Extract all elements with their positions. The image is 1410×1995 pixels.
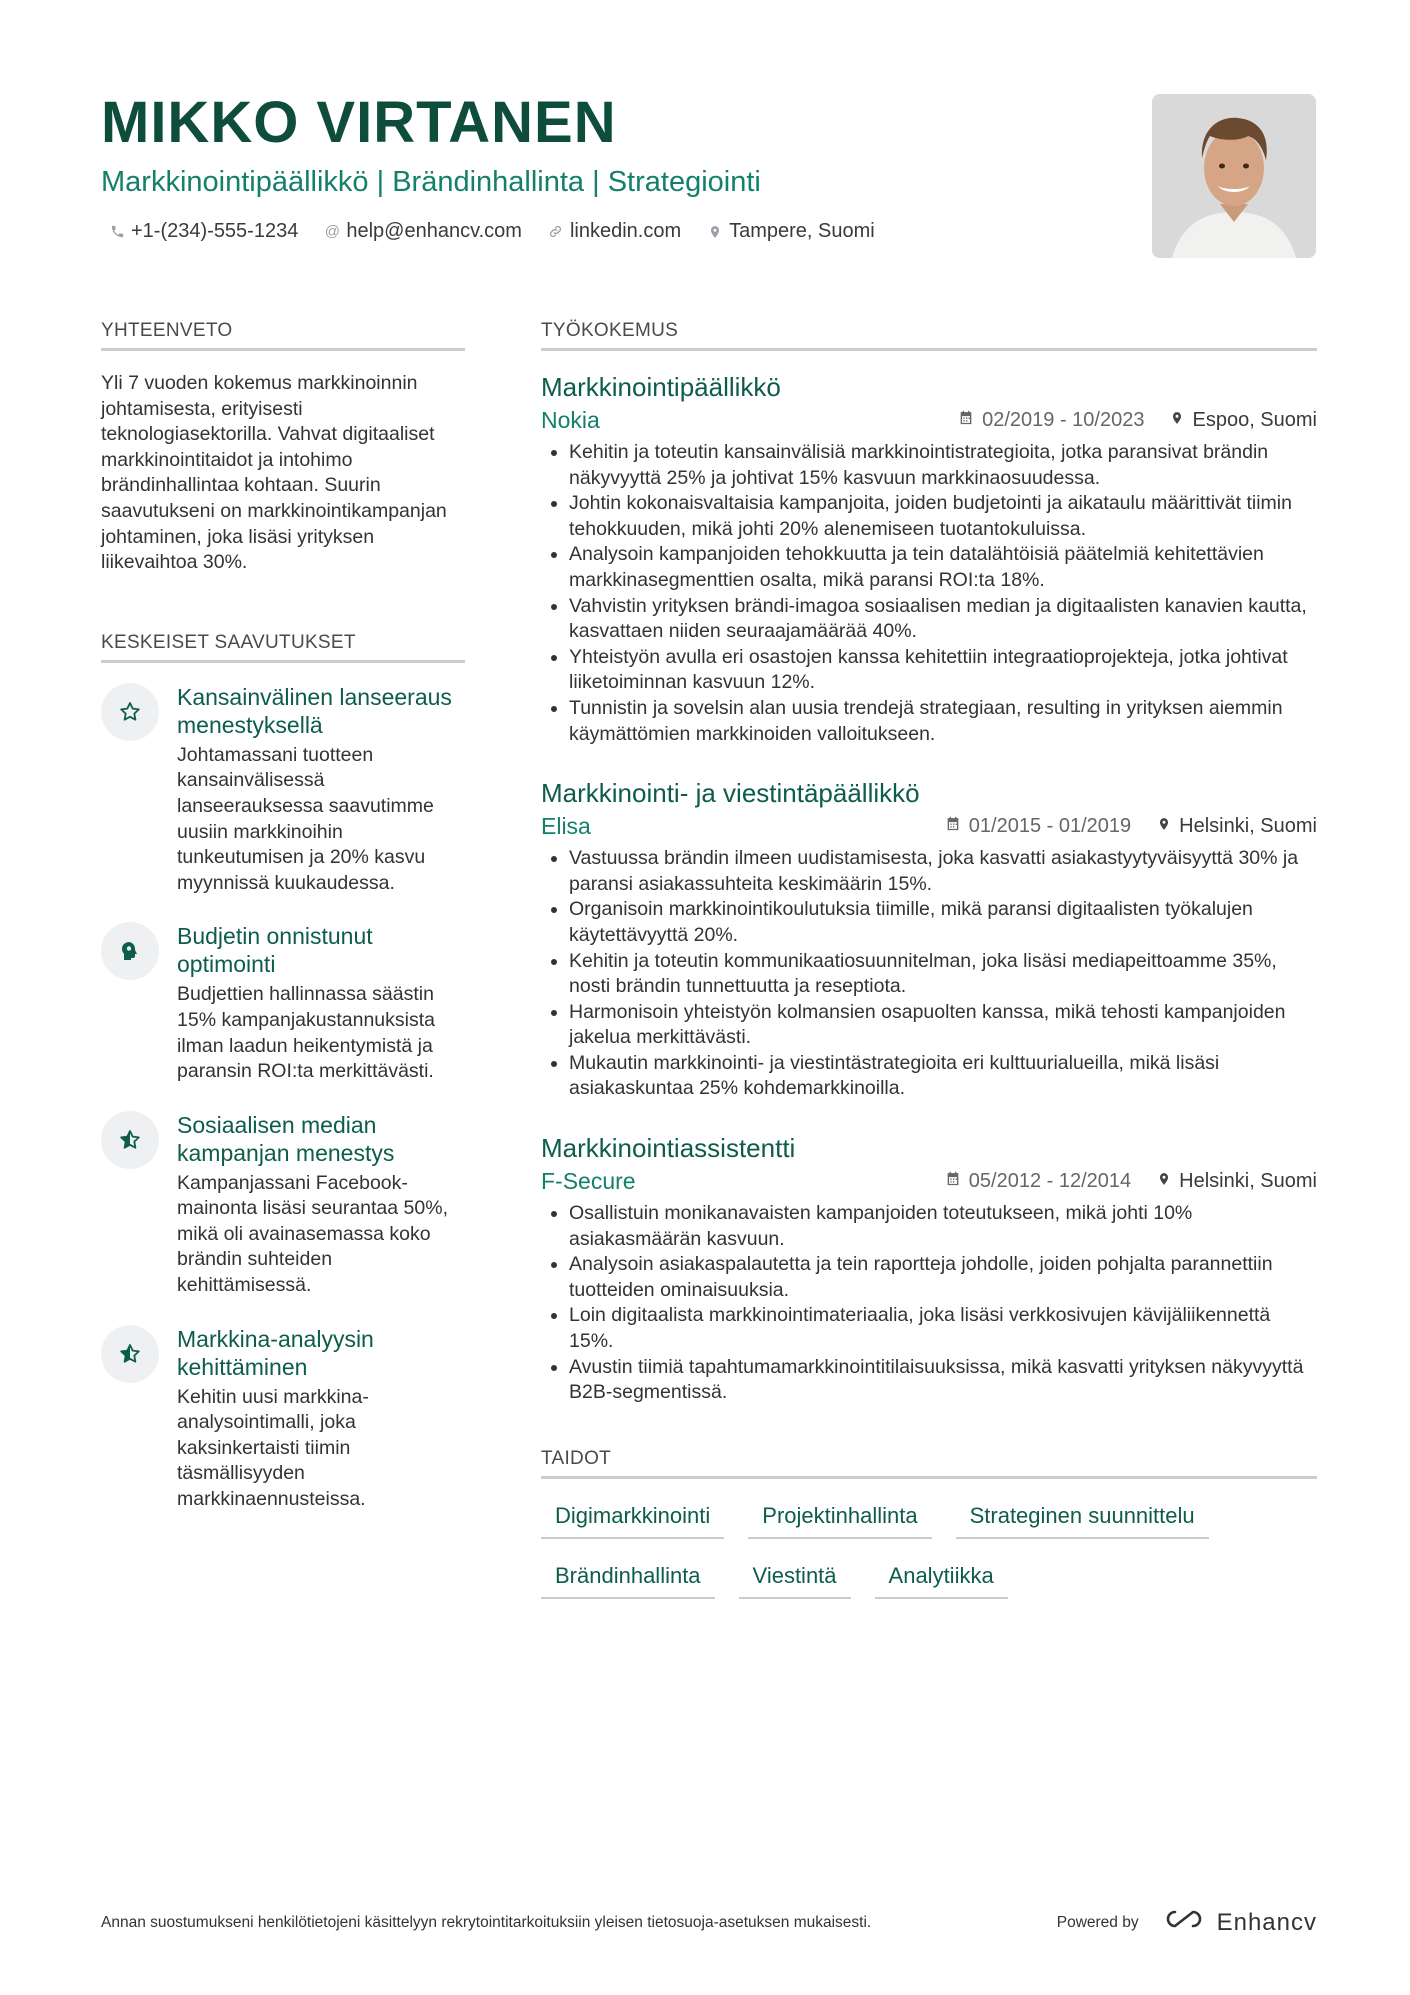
- skill-tag: Projektinhallinta: [748, 1499, 931, 1539]
- bullet-item: • Johtin kokonaisvaltaisia kampanjoita, joiden budjetointi ja aikataulu määrittivät tiimin tehokkuuden, mikä johti 20% alenemiseen tuotantokuluissa.: [569, 491, 1317, 542]
- page-footer: [101, 1908, 1317, 1937]
- achievement-description: Kehitin uusi markkina-analysointimalli, joka kaksinkertaisti tiimin täsmällisyyden markkinaennusteissa.: [177, 1385, 369, 1511]
- contact-linkedin-text: linkedin.com: [569, 220, 682, 242]
- contact-location-text: Tampere, Suomi: [729, 220, 875, 242]
- job-meta-right: [958, 409, 1317, 433]
- job-entry: [541, 1132, 1317, 1406]
- brain-head-icon: [101, 922, 159, 980]
- skill-tag: Brändinhallinta: [541, 1559, 715, 1599]
- location-pin-icon: [1157, 1170, 1171, 1194]
- bullet-item: • Yhteistyön avulla eri osastojen kanssa kehitettiin integraatioprojekteja, jotka johtivat liiketoiminnan kasvuun 12%.: [569, 645, 1317, 696]
- consent-text: Annan suostumukseni henkilötietojeni käsittelyyn rekrytointitarkoituksiin yleisen tietosuoja-asetuksen mukaisesti.: [101, 1913, 872, 1931]
- achievements-section: [101, 632, 465, 1513]
- summary-section: [101, 320, 465, 576]
- skills-section: [541, 1448, 1317, 1599]
- job-meta: [541, 813, 1317, 840]
- job-entry: [541, 371, 1317, 747]
- candidate-headline: Markkinointipäällikkö | Brändinhallinta | Strategiointi: [101, 166, 761, 198]
- contact-phone[interactable]: [109, 220, 298, 243]
- job-dates: [945, 815, 1131, 838]
- achievement-item: [101, 922, 465, 1084]
- experience-section: [541, 320, 1317, 1406]
- job-dates-text: 02/2019 - 10/2023: [982, 409, 1145, 431]
- job-bullets: [541, 846, 1317, 1102]
- job-dates: [958, 409, 1144, 432]
- bullet-item: • Analysoin asiakaspalautetta ja tein raportteja johdolle, joiden pohjalta parannettiin tuotteiden ominaisuuksia.: [569, 1252, 1317, 1303]
- achievement-description: Budjettien hallinnassa säästin 15% kampanjakustannuksista ilman laadun heikentymistä ja paransin ROI:ta merkittävästi.: [177, 983, 435, 1083]
- bullet-item: • Tunnistin ja sovelsin alan uusia trendejä strategiaan, resulting in yrityksen aiemmin käymättömien markkinoiden valloitukseen.: [569, 696, 1317, 747]
- achievement-item: [101, 1111, 465, 1299]
- contact-bar: [101, 220, 1141, 243]
- right-column: [541, 320, 1317, 1599]
- summary-heading: YHTEENVETO: [101, 320, 465, 351]
- achievement-title: Budjetin onnistunut optimointi: [177, 923, 373, 978]
- company-name: Nokia: [541, 407, 600, 433]
- brand-name: Enhancv: [1216, 1908, 1317, 1936]
- bullet-item: • Kehitin ja toteutin kommunikaatiosuunnitelman, joka lisäsi mediapeittoamme 35%, nosti brändin tunnettuutta ja reseptiota.: [569, 949, 1317, 1000]
- star-outline-icon: [101, 683, 159, 741]
- summary-text: Yli 7 vuoden kokemus markkinoinnin johtamisesta, erityisesti teknologiasektorilla. Vahvat digitaaliset markkinointitaidot ja intohimo brändinhallintaa kohtaan. Suurin saavutukseni on markkinointikampanjan johtaminen, joka lisäsi yrityksen liikevaihtoa 30%.: [101, 372, 447, 574]
- bullet-item: • Harmonisoin yhteistyön kolmansien osapuolten kanssa, mikä tehosti kampanjoiden jakelua merkittävästi.: [569, 1000, 1317, 1051]
- achievement-item: [101, 1325, 465, 1513]
- bullet-item: • Vahvistin yrityksen brändi-imagoa sosiaalisen median ja digitaalisten kanavien kautta, kasvattaen niiden seuraajamäärää 40%.: [569, 594, 1317, 645]
- contact-phone-text: +1-(234)-555-1234: [131, 220, 299, 242]
- bullet-item: • Osallistuin monikanavaisten kampanjoiden toteutukseen, mikä johti 10% asiakasmäärän kasvuun.: [569, 1201, 1317, 1252]
- job-meta: [541, 407, 1317, 434]
- job-meta: [541, 1168, 1317, 1195]
- contact-linkedin[interactable]: [548, 220, 681, 243]
- skill-tag: Strateginen suunnittelu: [956, 1499, 1209, 1539]
- star-half-icon: [101, 1325, 159, 1383]
- job-title: Markkinointi- ja viestintäpäällikkö: [541, 778, 920, 809]
- skill-tag: Viestintä: [739, 1559, 851, 1599]
- job-dates-text: 01/2015 - 01/2019: [968, 815, 1132, 838]
- contact-email[interactable]: [324, 220, 522, 243]
- bullet-item: • Loin digitaalista markkinointimateriaalia, joka lisäsi verkkosivujen kävijäliikennettä 15%.: [569, 1303, 1317, 1354]
- enhancv-logo-icon: [1163, 1908, 1209, 1937]
- bullet-item: • Analysoin kampanjoiden tehokkuutta ja tein datalähtöisiä päätelmiä kehitettävien markkinasegmenttien osalta, mikä paransi ROI:ta 18%.: [569, 542, 1317, 593]
- job-bullets: [541, 1201, 1317, 1406]
- achievement-item: [101, 683, 465, 897]
- brand-logo: [1163, 1908, 1317, 1937]
- job-title: Markkinointipäällikkö: [541, 372, 781, 402]
- job-location-text: Espoo, Suomi: [1192, 409, 1317, 431]
- left-column: [101, 320, 465, 1539]
- profile-photo: [1152, 94, 1316, 258]
- achievement-description: Johtamassani tuotteen kansainvälisessä lanseerauksessa saavutimme uusiin markkinoihin tunkeutumisen ja 20% kasvu myynnissä kuukaudessa.: [177, 743, 434, 894]
- location-pin-icon: [1157, 815, 1171, 839]
- skill-tag: Analytiikka: [875, 1559, 1008, 1599]
- location-pin-icon: [1170, 409, 1184, 433]
- job-location-text: Helsinki, Suomi: [1179, 1170, 1317, 1193]
- achievement-title: Sosiaalisen median kampanjan menestys: [177, 1111, 395, 1166]
- location-pin-icon: [707, 224, 723, 240]
- bullet-item: • Organisoin markkinointikoulutuksia tiimille, mikä paransi digitaalisten työkalujen käytettävyyttä 20%.: [569, 897, 1317, 948]
- job-title: Markkinointiassistentti: [541, 1133, 796, 1164]
- bullet-item: • Kehitin ja toteutin kansainvälisiä markkinointistrategioita, jotka paransivat brändin näkyvyyttä 25% ja johtivat 15% kasvuun markkinaosuudessa.: [569, 440, 1317, 491]
- phone-icon: [109, 224, 125, 240]
- skills-list: [541, 1499, 1317, 1599]
- skills-heading: TAIDOT: [541, 1448, 1317, 1479]
- contact-location: [707, 220, 875, 243]
- experience-heading: TYÖKOKEMUS: [541, 320, 1317, 351]
- calendar-icon: [945, 1170, 961, 1193]
- resume-header: [101, 90, 1141, 243]
- calendar-icon: [958, 409, 974, 432]
- job-bullets: [541, 440, 1317, 747]
- company-name: Elisa: [541, 813, 591, 840]
- powered-by-label: Powered by: [1056, 1913, 1139, 1931]
- bullet-item: • Avustin tiimiä tapahtumamarkkinointitilaisuuksissa, mikä kasvatti yrityksen näkyvyyttä B2B-segmentissä.: [569, 1355, 1317, 1406]
- job-location: [1157, 815, 1317, 839]
- powered-by[interactable]: [1057, 1908, 1317, 1937]
- candidate-name: MIKKO VIRTANEN: [101, 90, 617, 155]
- at-icon: @: [324, 223, 340, 240]
- achievement-title: Kansainvälinen lanseeraus menestyksellä: [177, 683, 452, 738]
- job-dates-text: 05/2012 - 12/2014: [968, 1170, 1132, 1193]
- skill-tag: Digimarkkinointi: [541, 1499, 724, 1539]
- job-location: [1170, 409, 1317, 433]
- company-name: F-Secure: [541, 1168, 636, 1195]
- achievement-title: Markkina-analyysin kehittäminen: [177, 1325, 374, 1380]
- link-icon: [548, 224, 564, 240]
- bullet-item: • Mukautin markkinointi- ja viestintästrategioita eri kulttuurialueilla, mikä lisäsi asiakaskuntaa 25% kohdemarkkinoilla.: [569, 1051, 1317, 1102]
- star-half-icon: [101, 1111, 159, 1169]
- calendar-icon: [945, 815, 961, 838]
- job-location-text: Helsinki, Suomi: [1179, 815, 1317, 838]
- achievements-heading: KESKEISET SAAVUTUKSET: [101, 632, 465, 663]
- bullet-item: • Vastuussa brändin ilmeen uudistamisesta, joka kasvatti asiakastyytyväisyyttä 30% ja paransi asiakassuhteita keskimäärin 15%.: [569, 846, 1317, 897]
- job-dates: [945, 1170, 1131, 1193]
- contact-email-text: help@enhancv.com: [346, 220, 522, 242]
- job-meta-right: [945, 1170, 1317, 1194]
- job-entry: [541, 777, 1317, 1102]
- achievement-description: Kampanjassani Facebook-mainonta lisäsi seurantaa 50%, mikä oli avainasemassa koko brändin suhteiden kehittämisessä.: [177, 1171, 448, 1297]
- job-meta-right: [945, 815, 1317, 839]
- job-location: [1157, 1170, 1317, 1194]
